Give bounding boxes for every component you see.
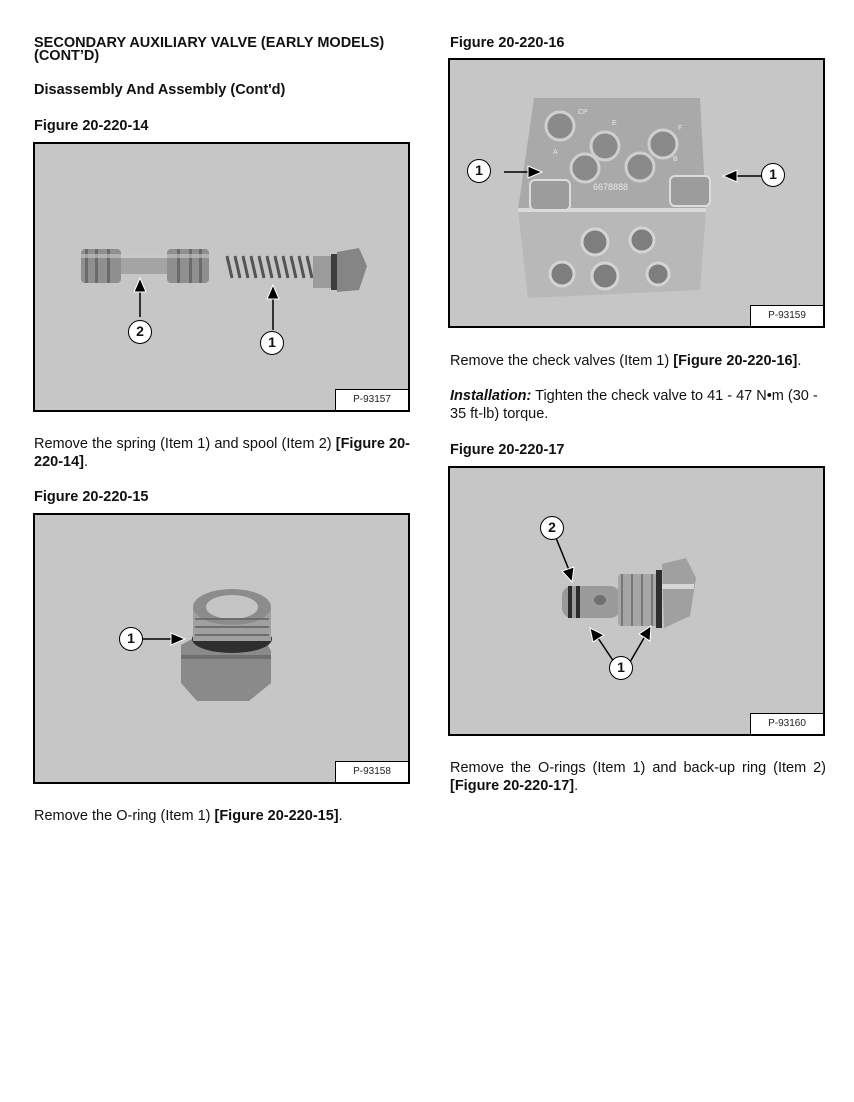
figure-reference-link[interactable]: [Figure 20-220-15] bbox=[214, 808, 339, 824]
check-valve-photo bbox=[450, 468, 825, 736]
o-ring-plug-photo bbox=[35, 515, 410, 784]
photo-number: P-93160 bbox=[750, 713, 823, 734]
instruction-remove-spring-spool bbox=[34, 435, 410, 471]
port-marking-cp: CP bbox=[578, 109, 588, 116]
page-title bbox=[34, 37, 414, 63]
figure-20-220-14 bbox=[33, 142, 410, 412]
check-valve-illustration bbox=[562, 558, 696, 628]
photo-number: P-93157 bbox=[335, 389, 408, 410]
figure-label-14: Figure 20-220-14 bbox=[34, 118, 149, 134]
instruction-end: . bbox=[574, 778, 579, 794]
figure-20-220-17 bbox=[448, 466, 825, 736]
port-marking-a: A bbox=[553, 149, 558, 156]
photo-number: P-93158 bbox=[335, 761, 408, 782]
figure-20-220-16 bbox=[448, 58, 825, 328]
instruction-end: . bbox=[83, 454, 89, 470]
plug-illustration bbox=[313, 248, 367, 292]
callout-1: 1 bbox=[119, 627, 143, 651]
installation-label: Installation: bbox=[450, 388, 532, 404]
figure-reference-link[interactable]: [Figure 20-220-16] bbox=[673, 353, 798, 369]
callout-2: 2 bbox=[128, 320, 152, 344]
callout-2: 2 bbox=[540, 516, 564, 540]
figure-reference-link[interactable]: [Figure 20-220-17] bbox=[450, 778, 575, 794]
instruction-remove-check-valves bbox=[450, 352, 826, 370]
instruction-end: . bbox=[338, 808, 343, 824]
spring-illustration bbox=[227, 256, 312, 278]
instruction-end: . bbox=[797, 353, 802, 369]
instruction-text: Remove the O-ring (Item 1) bbox=[34, 808, 215, 824]
instruction-text: Remove the O-rings (Item 1) and back-up ring (Item 2) bbox=[450, 760, 826, 776]
page-title-line-1: SECONDARY AUXILIARY VALVE (EARLY MODELS) bbox=[34, 35, 385, 51]
instruction-text: Remove the spring (Item 1) and spool (Item 2) bbox=[34, 436, 336, 452]
page-title-line-2: (CONT’D) bbox=[34, 48, 100, 64]
installation-text: Tighten the check valve to 41 - 47 N•m (30 - 35 ft-lb) torque. bbox=[450, 388, 818, 422]
callout-1-right: 1 bbox=[761, 163, 785, 187]
spool-and-spring-photo bbox=[35, 144, 410, 412]
section-subtitle: Disassembly And Assembly (Cont'd) bbox=[34, 82, 286, 98]
plug-illustration bbox=[181, 589, 272, 701]
callout-1: 1 bbox=[260, 331, 284, 355]
instruction-text: Remove the check valves (Item 1) bbox=[450, 353, 674, 369]
instruction-remove-o-ring bbox=[34, 807, 410, 825]
photo-number: P-93159 bbox=[750, 305, 823, 326]
figure-label-16: Figure 20-220-16 bbox=[450, 35, 565, 51]
spool-illustration bbox=[81, 249, 209, 283]
figure-label-17: Figure 20-220-17 bbox=[450, 442, 565, 458]
figure-20-220-15 bbox=[33, 513, 410, 784]
port-marking-e: E bbox=[612, 120, 617, 127]
installation-note bbox=[450, 387, 826, 423]
figure-reference-link[interactable]: [Figure 20-220-14] bbox=[34, 436, 410, 470]
instruction-remove-o-rings-backup bbox=[450, 759, 826, 795]
port-marking-b: B bbox=[673, 156, 678, 163]
figure-label-15: Figure 20-220-15 bbox=[34, 489, 149, 505]
part-number-marking: 6678888 bbox=[593, 182, 629, 192]
valve-block-photo bbox=[450, 60, 825, 328]
callout-1-left: 1 bbox=[467, 159, 491, 183]
callout-1: 1 bbox=[609, 656, 633, 680]
port-marking-f: F bbox=[678, 125, 683, 132]
